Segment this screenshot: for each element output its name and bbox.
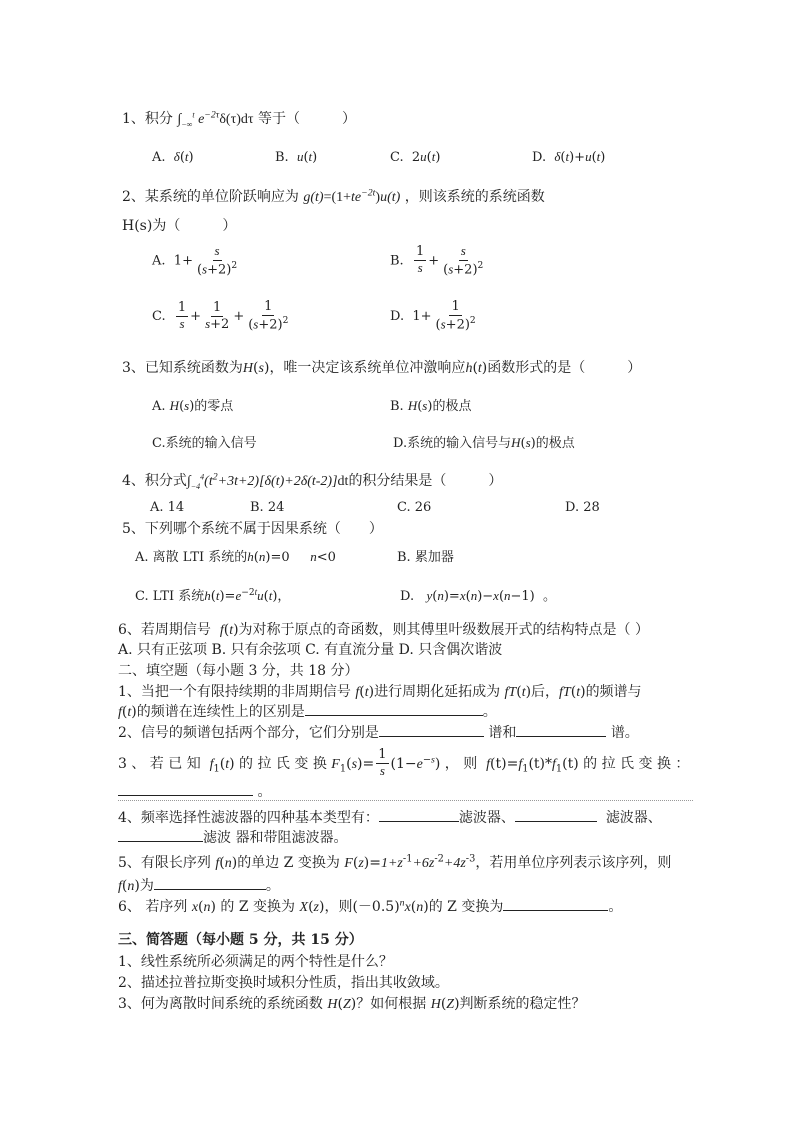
- short-answer-heading: 三、简答题（每小题 5 分，共 15 分）: [118, 932, 363, 948]
- q1-option-d: D. δ(t)+u(t): [532, 149, 606, 165]
- question-5: 5、下列哪个系统不属于因果系统（ ）: [122, 521, 383, 537]
- question-6: 6、若周期信号 f(t)为对称于原点的奇函数，则其傅里叶级数展开式的结构特点是（ ）: [118, 622, 649, 638]
- question-2-line2: H(s)为（ ）: [122, 218, 237, 234]
- q3-option-a: A. H(s)的零点: [152, 398, 234, 414]
- dotted-divider: [118, 800, 693, 801]
- question-3: 3、已知系统函数为H(s)，唯一决定该系统单位冲激响应h(t)函数形式的是（ ）: [122, 360, 642, 376]
- question-1-tail: 等于（ ）: [257, 111, 356, 127]
- integral-expression: $\int_{-\infty}^t$ $e^{-2\tau}\delta(\tau)d\tau$: [177, 109, 254, 129]
- q5-option-b: B. 累加器: [397, 550, 454, 565]
- q4-option-c: C. 26: [397, 500, 432, 515]
- q3-option-b: B. H(s)的极点: [390, 398, 472, 414]
- step-response-formula: $g(t)=(1+te^{-2t})u(t)$: [303, 187, 401, 205]
- q5-option-c: C. LTI 系统$h(t)=e^{-2t}u(t)$，: [135, 586, 291, 604]
- fill-question-5-line2: f(n)为 。: [118, 878, 280, 894]
- short-question-1: 1、线性系统所必须满足的两个特性是什么？: [118, 954, 393, 970]
- short-question-2: 2、描述拉普拉斯变换时域积分性质，指出其收敛域。: [118, 975, 449, 991]
- q5-option-a: A. 离散 LTI 系统的h(n)=0 n<0: [135, 549, 336, 565]
- q3-option-d: D.系统的输入信号与H(s)的极点: [393, 435, 575, 451]
- fill-question-4: 4、频率选择性滤波器的四种基本类型有： 滤波器、 滤波器、: [118, 810, 662, 826]
- fill-question-1: 1、当把一个有限持续期的非周期信号 f(t)进行周期化延拓成为 fT(t)后，fT(t)的频谱与: [118, 684, 642, 700]
- fill-question-5: 5、有限长序列 f(n)的单边 Z 变换为 $F(z)=1+z^{-1}+6z^{-2}+4z^{-3}$，若用单位序列表示该序列，则: [118, 853, 672, 871]
- integral-expression-2: $\int_{-4}^4(t^2+3t+2)[\delta(t)+2\delta(t-2)]dt$: [186, 471, 349, 491]
- fill-question-2: 2、信号的频谱包括两个部分，它们分别是 谱和 谱。: [118, 725, 639, 741]
- fill-question-1-line2: f(t)的频谱在连续性上的区别是 。: [118, 704, 497, 720]
- fill-question-3: 3 、 若 已 知 $f_1(t)$ 的 拉 氏 变 换 $F_1(s)=$ $\frac{1}{s}$ $(1-e^{-s})$ ， 则 $f(t)=f_1(t)*f_1(t)$ 的 拉 氏 变 换 ：: [118, 747, 690, 778]
- q4-option-b: B. 24: [250, 500, 285, 515]
- question-1-number: 1、积分: [122, 111, 173, 127]
- question-1: [122, 108, 356, 129]
- q3-option-c: C.系统的输入信号: [152, 436, 257, 451]
- q1-option-b: B. u(t): [275, 149, 318, 165]
- q2-option-b: B. $\frac{1}{s}$ + $\frac{s}{(s+2)^2}$: [390, 243, 484, 278]
- fill-question-6: 6、 若序列 x(n) 的 Z 变换为 X(z)，则$(-0.5)^nx(n)$的 Z 变换为 。: [118, 897, 623, 915]
- fill-question-4-line2: 滤波 器和带阻滤波器。: [118, 827, 347, 847]
- q2-option-c: C. $\frac{1}{s}$ + $\frac{1}{s+2}$ + $\frac{1}{(s+2)^2}$: [152, 299, 289, 333]
- q2-option-d: D. 1+ $\frac{1}{(s+2)^2}$: [390, 299, 476, 333]
- q1-option-a: A. δ(t): [152, 149, 194, 165]
- q4-option-a: A. 14: [150, 500, 185, 515]
- q5-option-d: D. y(n)=x(n)−x(n−1) 。: [400, 588, 557, 604]
- q1-option-c: C. 2u(t): [390, 149, 441, 165]
- q2-option-a: A. 1+ $\frac{s}{(s+2)^2}$: [152, 243, 238, 278]
- question-6-options: A. 只有正弦项 B. 只有余弦项 C. 有直流分量 D. 只含偶次谐波: [118, 642, 503, 658]
- q4-option-d: D. 28: [565, 500, 600, 515]
- fill-question-3-line2: 。: [118, 781, 271, 801]
- fill-section-heading: 二、填空题（每小题 3 分，共 18 分）: [118, 663, 359, 679]
- short-question-3: 3、何为离散时间系统的系统函数 H(Z)？如何根据 H(Z)判断系统的稳定性？: [118, 996, 586, 1012]
- question-2: 2、某系统的单位阶跃响应为 $g(t)=(1+te^{-2t})u(t)$ ，则该系统的系统函数: [122, 187, 545, 205]
- question-4: 4、积分式$\int_{-4}^4(t^2+3t+2)[\delta(t)+2\delta(t-2)]dt$的积分结果是（ ）: [122, 471, 503, 491]
